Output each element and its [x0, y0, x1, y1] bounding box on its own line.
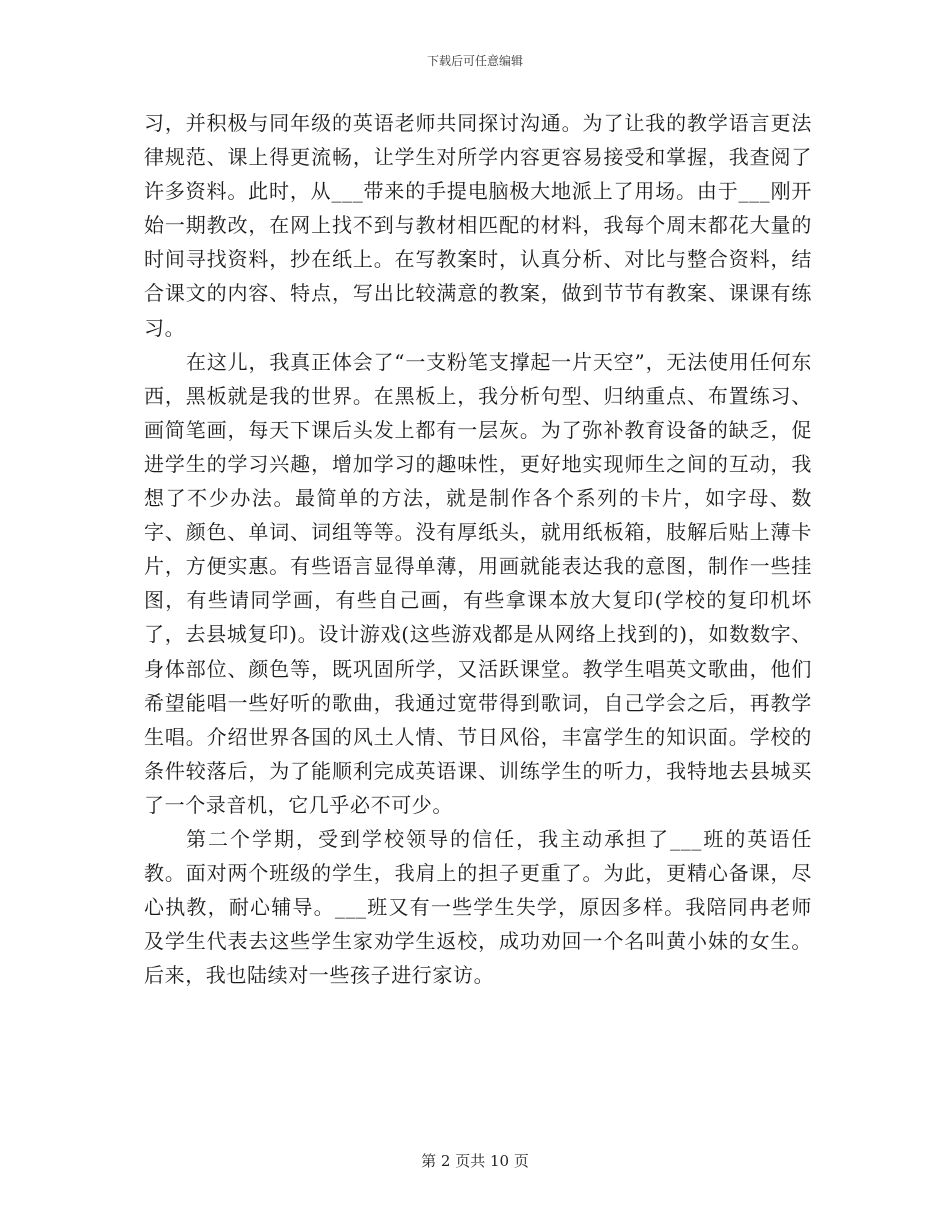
- document-body: [144, 106, 812, 992]
- paragraph-3: 第二个学期，受到学校领导的信任，我主动承担了___班的英语任教。面对两个班级的学生，我肩上的担子更重了。为此，更精心备课，尽心执教，耐心辅导。___班又有一些学生失学，原因多样。我陪同冉老师及学生代表去这些学生家劝学生返校，成功劝回一个名叫黄小妹的女生。后来，我也陆续对一些孩子进行家访。: [144, 826, 812, 988]
- paragraph-2: 在这儿，我真正体会了“一支粉笔支撑起一片天空”，无法使用任何东西，黑板就是我的世界。在黑板上，我分析句型、归纳重点、布置练习、画简笔画，每天下课后头发上都有一层灰。为了弥补教育设备的缺乏，促进学生的学习兴趣，增加学习的趣味性，更好地实现师生之间的互动，我想了不少办法。最简单的方法，就是制作各个系列的卡片，如字母、数字、颜色、单词、词组等等。没有厚纸头，就用纸板箱，肢解后贴上薄卡片，方便实惠。有些语言显得单薄，用画就能表达我的意图，制作一些挂图，有些请同学画，有些自己画，有些拿课本放大复印(学校的复印机坏了，去县城复印)。设计游戏(这些游戏都是从网络上找到的)，如数数字、身体部位、颜色等，既巩固所学，又活跃课堂。教学生唱英文歌曲，他们希望能唱一些好听的歌曲，我通过宽带得到歌词，自己学会之后，再教学生唱。介绍世界各国的风土人情、节日风俗，丰富学生的知识面。学校的条件较落后，为了能顺利完成英语课、训练学生的听力，我特地去县城买了一个录音机，它几乎必不可少。: [144, 349, 812, 817]
- page-number: 第 2 页共 10 页: [421, 1152, 529, 1170]
- page-header-note: 下载后可任意编辑: [426, 54, 523, 68]
- paragraph-1: 习，并积极与同年级的英语老师共同探讨沟通。为了让我的教学语言更法律规范、课上得更流畅，让学生对所学内容更容易接受和掌握，我查阅了许多资料。此时，从___带来的手提电脑极大地派上了用场。由于___刚开始一期教改，在网上找不到与教材相匹配的材料，我每个周末都花大量的时间寻找资料，抄在纸上。在写教案时，认真分析、对比与整合资料，结合课文的内容、特点，写出比较满意的教案，做到节节有教案、课课有练习。: [144, 111, 812, 340]
